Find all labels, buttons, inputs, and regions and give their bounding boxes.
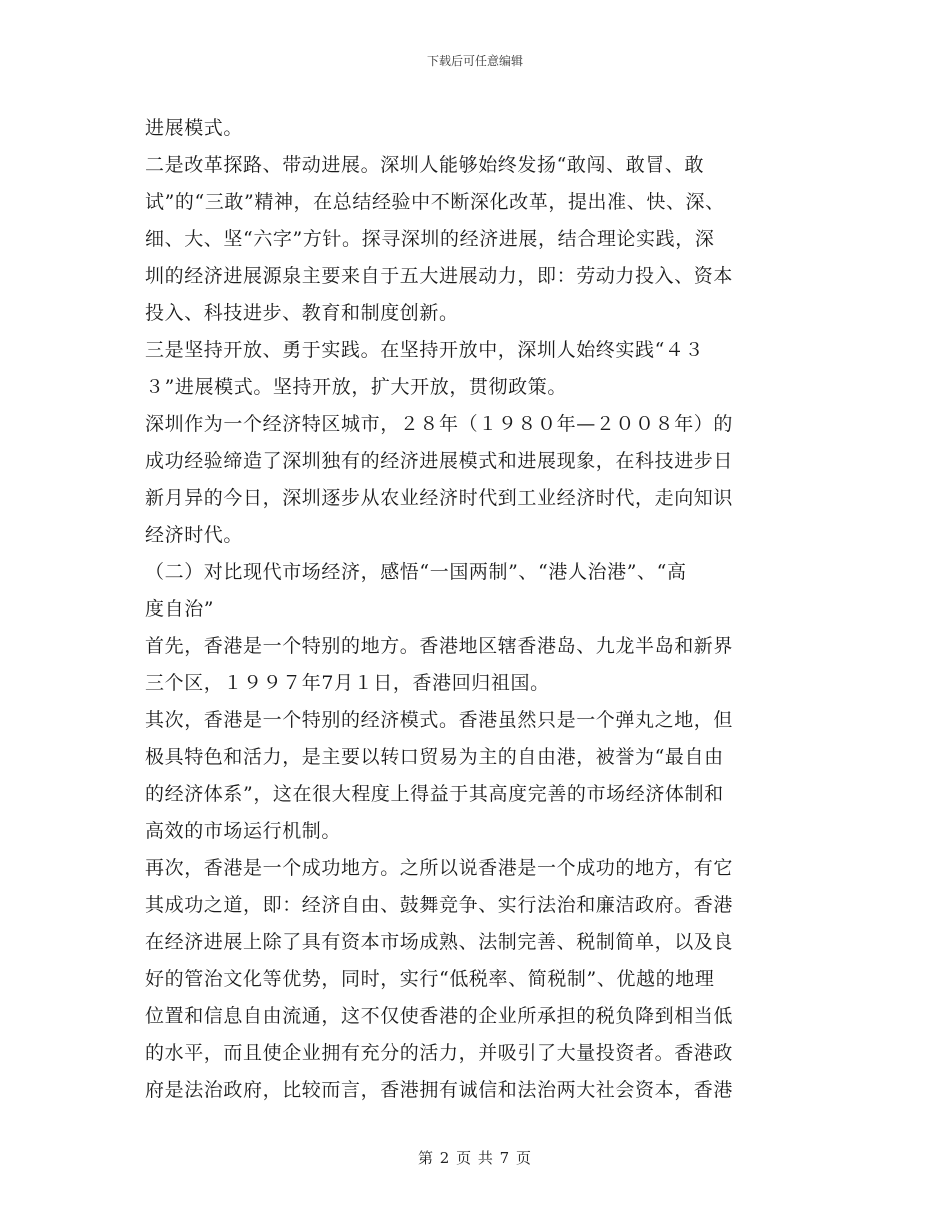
text-line: 极具特色和活力，是主要以转口贸易为主的自由港，被誉为“最自由 xyxy=(145,746,724,768)
text-line: 圳的经济进展源泉主要来自于五大进展动力，即：劳动力投入、资本 xyxy=(145,265,734,287)
text-line: 府是法治政府，比较而言，香港拥有诚信和法治两大社会资本，香港 xyxy=(145,1079,734,1101)
text-line: 三个区，１９９７年7月１日，香港回归祖国。 xyxy=(145,672,550,694)
text-line: 三是坚持开放、勇于实践。在坚持开放中，深圳人始终实践“４３ xyxy=(145,339,705,361)
page-footer: 第 2 页 共 7 页 xyxy=(418,1149,532,1167)
text-line: 在经济进展上除了具有资本市场成熟、法制完善、税制简单，以及良 xyxy=(145,931,734,953)
text-line: 其次，香港是一个特别的经济模式。香港虽然只是一个弹丸之地，但 xyxy=(145,709,734,731)
text-line: ３”进展模式。坚持开放，扩大开放，贯彻政策。 xyxy=(145,376,567,398)
text-line: （二）对比现代市场经济，感悟“一国两制”、“港人治港”、“高 xyxy=(145,561,687,583)
text-line: 新月异的今日，深圳逐步从农业经济时代到工业经济时代，走向知识 xyxy=(145,487,734,509)
text-line: 试”的“三敢”精神，在总结经验中不断深化改革，提出准、快、深、 xyxy=(145,191,725,213)
text-line: 高效的市场运行机制。 xyxy=(145,820,342,842)
text-line: 深圳作为一个经济特区城市，２８年（１９８０年—２００８年）的 xyxy=(145,413,734,435)
text-line: 投入、科技进步、教育和制度创新。 xyxy=(145,302,459,324)
text-line: 的水平，而且使企业拥有充分的活力，并吸引了大量投资者。香港政 xyxy=(145,1042,734,1064)
text-line: 其成功之道，即：经济自由、鼓舞竞争、实行法治和廉洁政府。香港 xyxy=(145,894,734,916)
text-line: 成功经验缔造了深圳独有的经济进展模式和进展现象，在科技进步日 xyxy=(145,450,734,472)
text-line: 位置和信息自由流通，这不仅使香港的企业所承担的税负降到相当低 xyxy=(145,1005,734,1027)
text-line: 二是改革探路、带动进展。深圳人能够始终发扬“敢闯、敢冒、敢 xyxy=(145,154,705,176)
text-line: 首先，香港是一个特别的地方。香港地区辖香港岛、九龙半岛和新界 xyxy=(145,635,734,657)
text-line: 经济时代。 xyxy=(145,524,244,546)
text-line: 细、大、坚“六字”方针。探寻深圳的经济进展，结合理论实践，深 xyxy=(145,228,715,250)
document-body xyxy=(145,110,815,1109)
page-header: 下载后可任意编辑 xyxy=(426,54,523,68)
text-line: 的经济体系”，这在很大程度上得益于其高度完善的市场经济体制和 xyxy=(145,783,724,805)
text-line: 好的管治文化等优势，同时，实行“低税率、简税制”、优越的地理 xyxy=(145,968,715,990)
text-line: 度自治” xyxy=(145,598,215,620)
text-line: 进展模式。 xyxy=(145,117,244,139)
text-line: 再次，香港是一个成功地方。之所以说香港是一个成功的地方，有它 xyxy=(145,857,734,879)
